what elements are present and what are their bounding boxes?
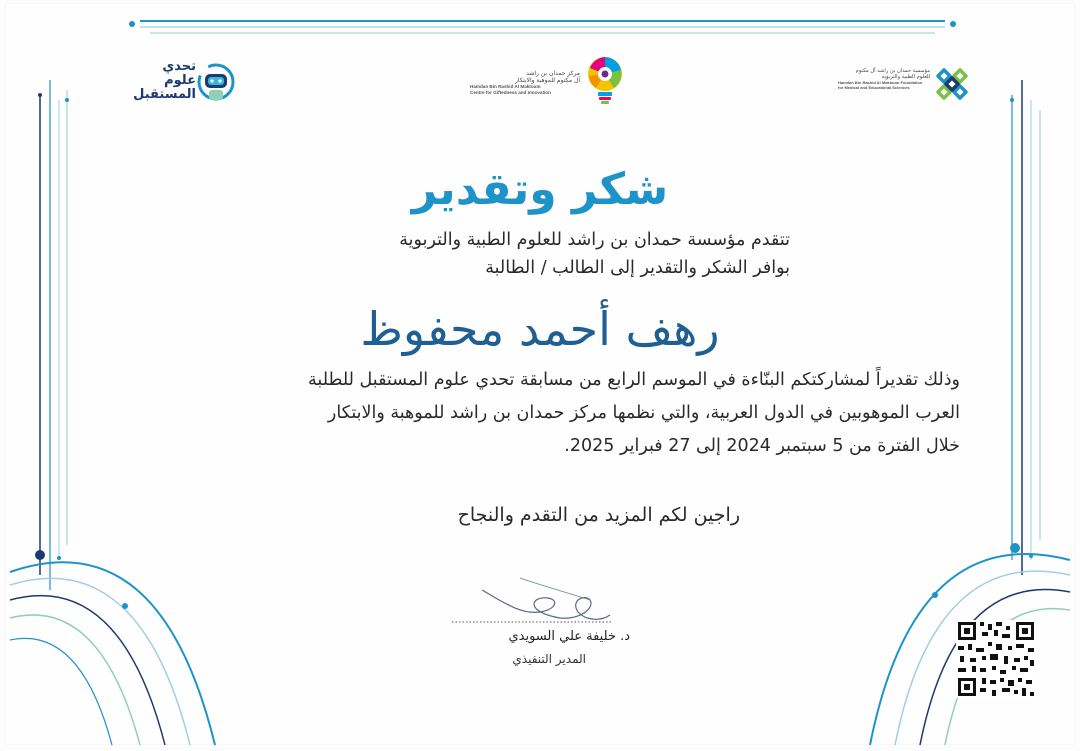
logo-center-ar2: آل مكتوم للموهبة والابتكار [515, 77, 580, 84]
signatory-title: المدير التنفيذي [512, 652, 586, 666]
body-line-2: العرب الموهوبين في الدول العربية، والتي نظمها مركز حمدان بن راشد للموهبة والابتكار [327, 403, 960, 423]
top-border-lines [129, 21, 956, 33]
body-text [120, 364, 960, 463]
body-line-1: وذلك تقديراً لمشاركتكم البنّاءة في الموسم الرابع من مسابقة تحدي علوم المستقبل للطلبة [308, 370, 960, 390]
logo-right-ar1: مؤسسة حمدان بن راشد آل مكتوم [855, 68, 930, 74]
logo-center-en2: Centre for Giftedness and Innovation [470, 89, 551, 95]
hamdan-foundation-logo [838, 66, 973, 106]
logo-center-en1: Hamdan Bin Rashid Al Maktoum [470, 84, 541, 89]
logo-right-en1: Hamdan Bin Rashid Al Maktoum Foundation [838, 80, 923, 85]
certificate-title: شكر وتقدير [411, 164, 669, 215]
body-line-3: خلال الفترة من 5 سبتمبر 2024 إلى 27 فبراير 2025. [564, 436, 960, 456]
logo-right-en2: for Medical and Educational Sciences [838, 85, 910, 90]
logo-right-ar2: للعلوم الطبية والتربوية [881, 74, 930, 80]
intro-text [290, 226, 790, 282]
logo-left-line1: تحدي [162, 59, 196, 74]
foundation-emblem-icon [934, 66, 970, 104]
robot-icon [194, 62, 238, 108]
signature-scribble [482, 590, 610, 619]
signatory-name: د. خليفة علي السويدي [508, 629, 630, 644]
qr-code [956, 620, 1036, 698]
logo-center-ar1: مركز حمدان بن راشد [526, 70, 580, 77]
future-sciences-challenge-logo [108, 60, 238, 110]
logo-left-line2: علوم [164, 73, 196, 88]
logo-left-line3: المستقبل [133, 87, 196, 102]
hamdan-centre-logo [470, 54, 630, 110]
recipient-name: رهف أحمد محفوظ [360, 302, 720, 356]
lightbulb-icon [584, 54, 626, 108]
intro-line-2: بوافر الشكر والتقدير إلى الطالب / الطالبة [485, 258, 790, 278]
intro-line-1: تتقدم مؤسسة حمدان بن راشد للعلوم الطبية والتربوية [399, 230, 790, 250]
closing-wish: راجين لكم المزيد من التقدم والنجاح [457, 504, 740, 526]
bottom-left-arcs [10, 550, 215, 745]
